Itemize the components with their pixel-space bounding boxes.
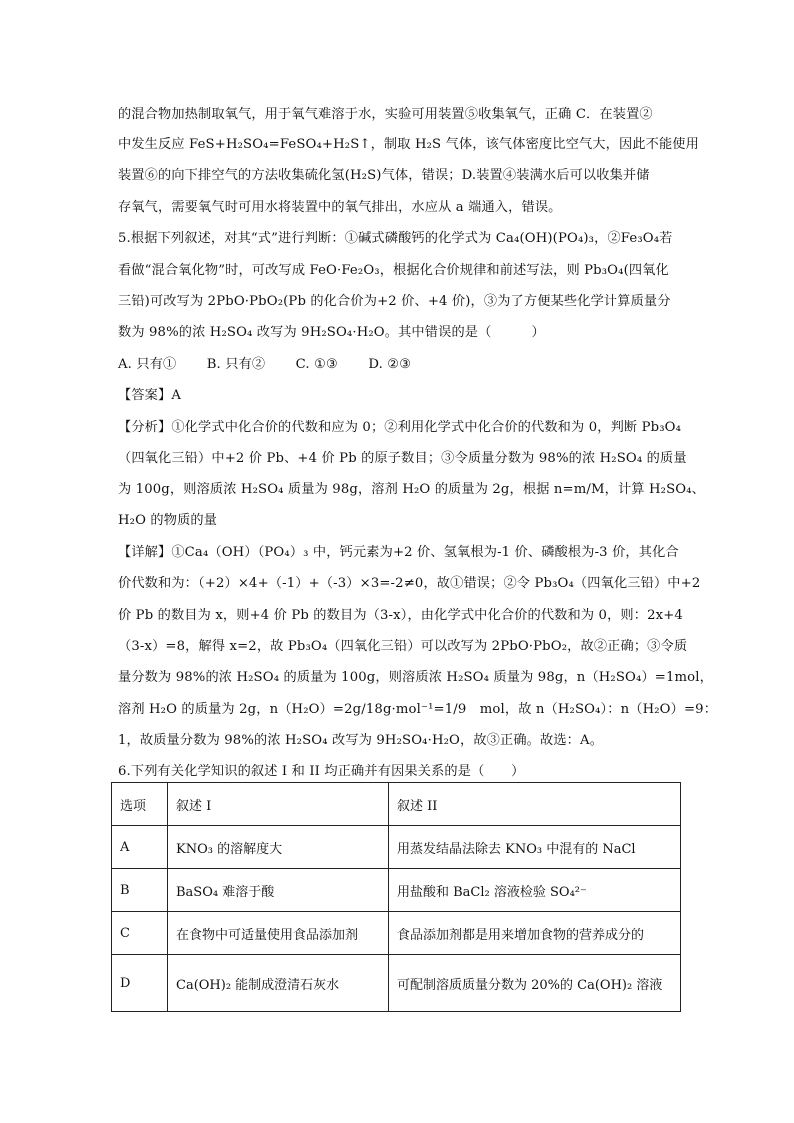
- table-row: [112, 826, 681, 869]
- question-6-table: [111, 782, 681, 1012]
- option-c: C. ①③: [295, 357, 339, 372]
- statement-1-cell: Ca(OH)₂ 能制成澄清石灰水: [168, 955, 389, 1012]
- detail-line: 价代数和为：（+2）×4+（-1）+（-3）×3=-2≠0，故①错误；②令 Pb₃O₄（四氧化三铅）中+2: [118, 576, 701, 591]
- table-header-row: [112, 783, 681, 826]
- statement-1-cell: BaSO₄ 难溶于酸: [168, 869, 389, 912]
- option-cell: D: [112, 955, 168, 1012]
- question-6-text: 6.下列有关化学知识的叙述 I 和 II 均正确并有因果关系的是（ ）: [118, 764, 525, 779]
- option-cell: C: [112, 912, 168, 955]
- option-d: D. ②③: [368, 357, 412, 372]
- text-line: 中发生反应 FeS+H₂SO₄=FeSO₄+H₂S↑，制取 H₂S 气体，该气体密度比空气大，因此不能使用: [118, 137, 699, 152]
- detail-line: 溶剂 H₂O 的质量为 2g，n（H₂O）=2g/18g·mol⁻¹=1/9 mol，故 n（H₂SO₄）：n（H₂O）=9：: [118, 702, 718, 717]
- text-line: 的混合物加热制取氧气，用于氧气难溶于水，实验可用装置⑤收集氧气，正确 C．在装置②: [118, 107, 653, 122]
- detail-line: 【详解】①Ca₄（OH）（PO₄）₃ 中，钙元素为+2 价、氢氧根为-1 价、磷酸根为-3 价，其化合: [118, 545, 679, 560]
- table-row: [112, 869, 681, 912]
- answer-line: 【答案】A: [118, 388, 182, 403]
- statement-2-cell: 用盐酸和 BaCl₂ 溶液检验 SO₄²⁻: [389, 869, 681, 912]
- analysis-line: 【分析】①化学式中化合价的代数和应为 0；②利用化学式中化合价的代数和为 0，判断 Pb₃O₄: [118, 420, 682, 435]
- text-line: 存氧气，需要氧气时可用水将装置中的氧气排出，水应从 a 端通入，错误。: [118, 200, 562, 215]
- analysis-line: （四氧化三铅）中+2 价 Pb、+4 价 Pb 的原子数目；③令质量分数为 98%的浓 H₂SO₄ 的质量: [118, 451, 687, 466]
- statement-1-cell: KNO₃ 的溶解度大: [168, 826, 389, 869]
- detail-line: 量分数为 98%的浓 H₂SO₄ 的质量为 100g，则溶质浓 H₂SO₄ 质量为 98g，n（H₂SO₄）=1mol，: [118, 670, 713, 685]
- analysis-line: 为 100g，则溶质浓 H₂SO₄ 质量为 98g，溶剂 H₂O 的质量为 2g，根据 n=m/M，计算 H₂SO₄、: [118, 482, 705, 497]
- text-line: 看做“混合氧化物”时，可改写成 FeO·Fe₂O₃，根据化合价规律和前述写法，则 Pb₃O₄(四氧化: [118, 263, 669, 278]
- question-5-options: [118, 353, 437, 372]
- question-5-text: 5.根据下列叙述，对其“式”进行判断：①碱式磷酸钙的化学式为 Ca₄(OH)(PO₄)₃，②Fe₃O₄若: [118, 231, 673, 246]
- option-b: B. 只有②: [206, 357, 266, 372]
- statement-1-cell: 在食物中可适量使用食品添加剂: [168, 912, 389, 955]
- statement-2-cell: 用蒸发结晶法除去 KNO₃ 中混有的 NaCl: [389, 826, 681, 869]
- analysis-line: H₂O 的物质的量: [118, 513, 218, 528]
- statement-2-cell: 食品添加剂都是用来增加食物的营养成分的: [389, 912, 681, 955]
- detail-line: 价 Pb 的数目为 x，则+4 价 Pb 的数目为（3-x），由化学式中化合价的代数和为 0，则：2x+4: [118, 608, 683, 623]
- header-cell: 叙述 II: [389, 783, 681, 826]
- text-line: 数为 98%的浓 H₂SO₄ 改写为 9H₂SO₄·H₂O。其中错误的是（ ）: [118, 325, 545, 340]
- option-a: A. 只有①: [118, 357, 177, 372]
- statement-2-cell: 可配制溶质质量分数为 20%的 Ca(OH)₂ 溶液: [389, 955, 681, 1012]
- text-line: 三铅)可改写为 2PbO·PbO₂(Pb 的化合价为+2 价、+4 价)，③为了方便某些化学计算质量分: [118, 294, 671, 309]
- detail-line: 1，故质量分数为 98%的浓 H₂SO₄ 改写为 9H₂SO₄·H₂O，故③正确。故选：A。: [118, 733, 604, 748]
- header-cell: 选项: [112, 783, 168, 826]
- detail-line: （3-x）=8，解得 x=2，故 Pb₃O₄（四氧化三铅）可以改写为 2PbO·PbO₂，故②正确；③令质: [118, 639, 688, 654]
- table-row: [112, 912, 681, 955]
- option-cell: A: [112, 826, 168, 869]
- header-cell: 叙述 I: [168, 783, 389, 826]
- text-line: 装置⑥的向下排空气的方法收集硫化氢(H₂S)气体，错误；D.装置④装满水后可以收集并储: [118, 168, 650, 183]
- option-cell: B: [112, 869, 168, 912]
- table-row: [112, 955, 681, 1012]
